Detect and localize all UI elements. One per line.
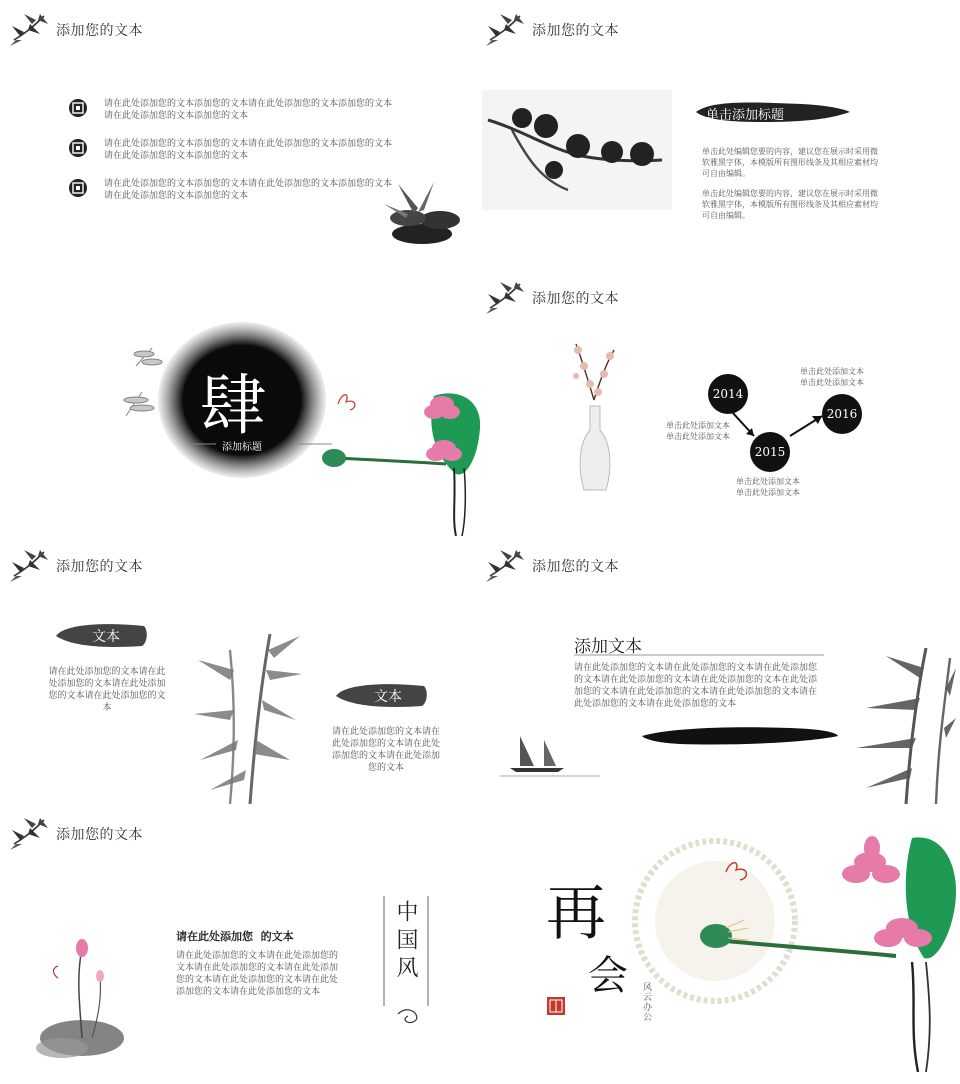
brand-text: 风云办公 xyxy=(641,982,651,1022)
slide-header xyxy=(486,278,786,318)
slide-2[interactable] xyxy=(480,2,956,268)
header-title: 添加您的文本 xyxy=(56,827,143,843)
label-2015: 单击此处添加文本 单击此处添加文本 xyxy=(736,477,800,497)
slide-6[interactable] xyxy=(480,538,956,804)
slide-header xyxy=(10,546,310,586)
bamboo-illustration xyxy=(190,630,310,804)
bamboo-icon xyxy=(486,546,526,582)
bamboo-icon xyxy=(486,278,526,314)
chapter-number: 肆 xyxy=(200,367,266,444)
chapter-subtitle: 添加标题 xyxy=(222,442,262,453)
header-title: 添加您的文本 xyxy=(532,23,619,39)
pine-tree-illustration xyxy=(482,90,672,210)
text-block-1: 请在此处添加您的文本请在此处添加您的文本请在此处添加您的文本请在此处添加您的文本 xyxy=(48,667,166,713)
header-title: 添加您的文本 xyxy=(56,559,143,575)
slide-header xyxy=(486,546,786,586)
bamboo-icon xyxy=(10,546,50,582)
description-2: 单击此处编辑您要的内容，建议您在展示时采用微软雅黑字体，本模版所有图形线条及其相应素材均可自由编辑。 xyxy=(702,189,878,220)
ink-label-2: 文本 xyxy=(374,689,402,705)
seal-stamp-icon xyxy=(546,996,566,1016)
description-1: 单击此处编辑您要的内容，建议您在展示时采用微软雅黑字体，本模版所有图形线条及其相应素材均可自由编辑。 xyxy=(702,147,878,178)
sailboat-illustration xyxy=(500,726,600,782)
header-title: 添加您的文本 xyxy=(532,559,619,575)
content-title: 请在此处添加您 的文本 xyxy=(176,930,294,943)
lotus-illustration xyxy=(316,388,480,536)
farewell-char-2: 会 xyxy=(588,953,628,999)
lotus-illustration xyxy=(686,832,956,1072)
year-badge-2016: 2016 xyxy=(822,394,862,434)
slide-1[interactable]: 添加您的文本 请在此处添加您的文本添加您的文本请在此处添加您的文本添加您的文本请在此处添加您的文本添加您的文本 请在此处添加您的文本添加您的文本请在此处添加您的文本添加您的文本请在此处添加您的文本添加您的文本 请在此处添加您的文本添加您的文本请在此处添加您的文本添加您的文本请在此处添加您的文本添加您的文本 xyxy=(4,2,480,268)
year-badge-2015: 2015 xyxy=(750,432,790,472)
lotus-pond-illustration xyxy=(22,938,132,1068)
section-body: 请在此处添加您的文本请在此处添加您的文本请在此处添加您的文本请在此处添加您的文本请在此处添加您的文本在此处添加您的文本请在此处添加您的文本请在此处添加您的文本请在此处添加您的文本请在此处添加您的文本 xyxy=(574,663,818,709)
content-body: 请在此处添加您的文本请在此处添加您的文本请在此处添加您的文本请在此处添加您的文本请在此处添加您的文本请在此处添加您的文本请在此处添加您的文本 xyxy=(176,951,339,997)
slide-5[interactable] xyxy=(4,538,480,804)
bamboo-icon xyxy=(10,814,50,850)
slide-header xyxy=(10,10,310,50)
header-title: 添加您的文本 xyxy=(56,23,143,39)
label-2014: 单击此处添加文本 单击此处添加文本 xyxy=(666,421,730,441)
timeline-arrows xyxy=(732,412,832,452)
bamboo-illustration xyxy=(826,648,956,804)
title-underline xyxy=(574,654,824,657)
chinese-knot-icon xyxy=(68,98,88,118)
farewell-char-1: 再 xyxy=(546,879,606,949)
plum-blossom-vase-illustration xyxy=(568,340,622,500)
section-title: 添加文本 xyxy=(574,637,642,657)
slide-7[interactable] xyxy=(4,806,480,1072)
slide-header xyxy=(486,10,786,50)
ink-title: 单击添加标题 xyxy=(706,108,785,123)
slide-8[interactable] xyxy=(480,806,956,1072)
slide-header xyxy=(10,814,310,854)
vertical-title: 中国风 xyxy=(393,900,418,984)
zen-stones-illustration xyxy=(378,174,468,248)
bamboo-icon xyxy=(486,10,526,46)
ink-brush-stroke xyxy=(640,724,840,746)
header-title: 添加您的文本 xyxy=(532,291,619,307)
text-block-2: 请在此处添加您的文本请在此处添加您的文本请在此处添加您的文本请在此处添加您的文本 xyxy=(331,727,440,773)
slide-3[interactable] xyxy=(4,270,480,536)
chinese-knot-icon xyxy=(68,178,88,198)
ink-label-1: 文本 xyxy=(92,629,120,645)
divider xyxy=(192,442,332,446)
year-badge-2014: 2014 xyxy=(708,374,748,414)
chinese-knot-icon xyxy=(68,138,88,158)
label-2016: 单击此处添加文本 单击此处添加文本 xyxy=(800,367,864,387)
bamboo-icon xyxy=(10,10,50,46)
slide-4[interactable] xyxy=(480,270,956,536)
